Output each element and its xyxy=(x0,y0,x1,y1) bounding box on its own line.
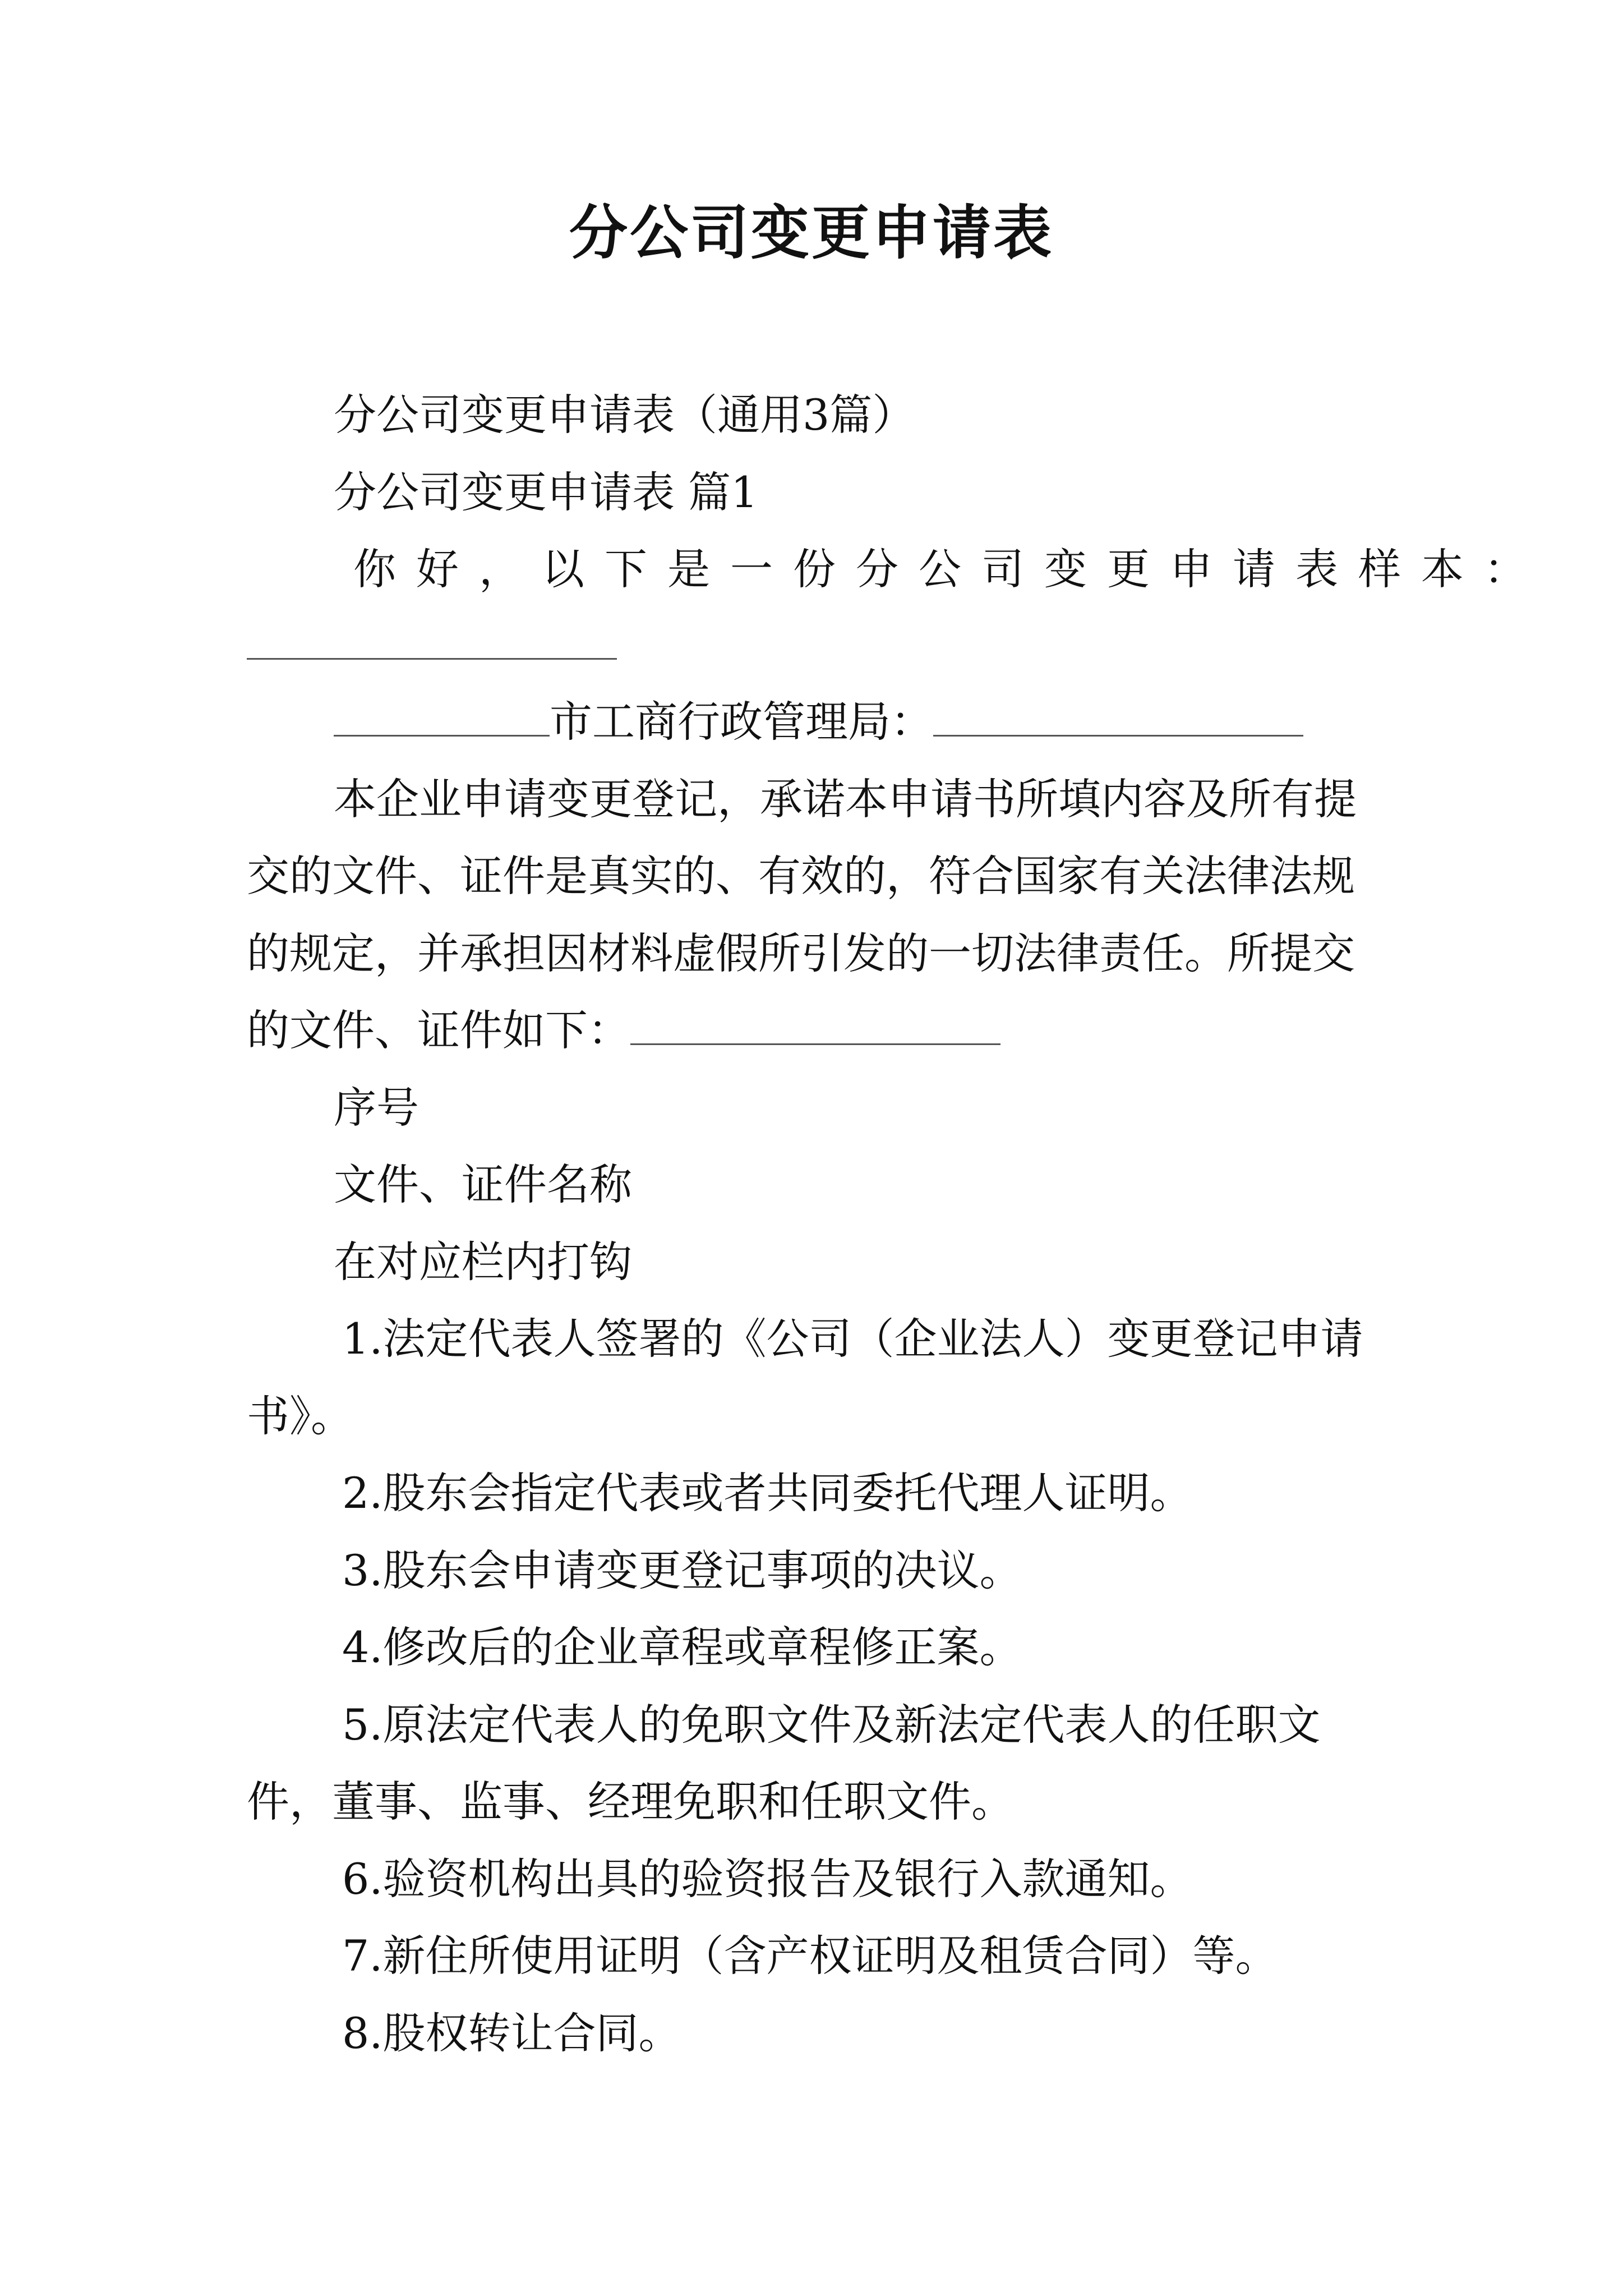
list-item-continuation: 件，董事、监事、经理免职和任职文件。 xyxy=(247,1777,1014,1826)
list-item: 8.股权转让合同。 xyxy=(342,2008,681,2058)
fill-in-blank xyxy=(334,703,550,737)
table-header-checkmark: 在对应栏内打钩 xyxy=(334,1237,632,1287)
section-heading: 分公司变更申请表 篇1 xyxy=(334,467,758,517)
fill-in-blank xyxy=(933,703,1303,737)
addressee-label: 市工商行政管理局： xyxy=(550,697,933,747)
list-item: 2.股东会指定代表或者共同委托代理人证明。 xyxy=(342,1468,1193,1518)
greeting-blank-line xyxy=(247,617,1380,673)
table-header-document-name: 文件、证件名称 xyxy=(334,1159,632,1209)
table-header-number: 序号 xyxy=(334,1083,419,1133)
document-subtitle: 分公司变更申请表（通用3篇） xyxy=(334,390,915,440)
list-item: 5.原法定代表人的免职文件及新法定代表人的任职文 xyxy=(342,1700,1321,1750)
list-item: 3.股东会申请变更登记事项的决议。 xyxy=(342,1545,1022,1595)
body-paragraph-text: 的文件、证件如下： xyxy=(247,1005,630,1055)
addressee-line xyxy=(334,694,1380,750)
list-item: 4.修改后的企业章程或章程修正案。 xyxy=(342,1622,1022,1672)
list-item: 1.法定代表人签署的《公司（企业法人）变更登记申请 xyxy=(342,1314,1363,1364)
fill-in-blank xyxy=(630,1012,1000,1045)
body-paragraph-line-3: 的规定，并承担因材料虚假所引发的一切法律责任。所提交 xyxy=(247,928,1355,978)
list-item-continuation: 书》。 xyxy=(247,1391,353,1441)
greeting-line: 你好，以下是一份分公司变更申请表样本： xyxy=(353,544,1547,594)
fill-in-blank xyxy=(247,627,617,660)
document-title: 分公司变更申请表 xyxy=(569,198,1054,267)
list-item: 6.验资机构出具的验资报告及银行入款通知。 xyxy=(342,1854,1193,1904)
body-paragraph-line-1: 本企业申请变更登记，承诺本申请书所填内容及所有提 xyxy=(334,774,1357,824)
body-paragraph-line-2: 交的文件、证件是真实的、有效的，符合国家有关法律法规 xyxy=(247,851,1355,901)
body-paragraph-line-4 xyxy=(247,1002,1380,1059)
list-item: 7.新住所使用证明（含产权证明及租赁合同）等。 xyxy=(342,1931,1278,1981)
